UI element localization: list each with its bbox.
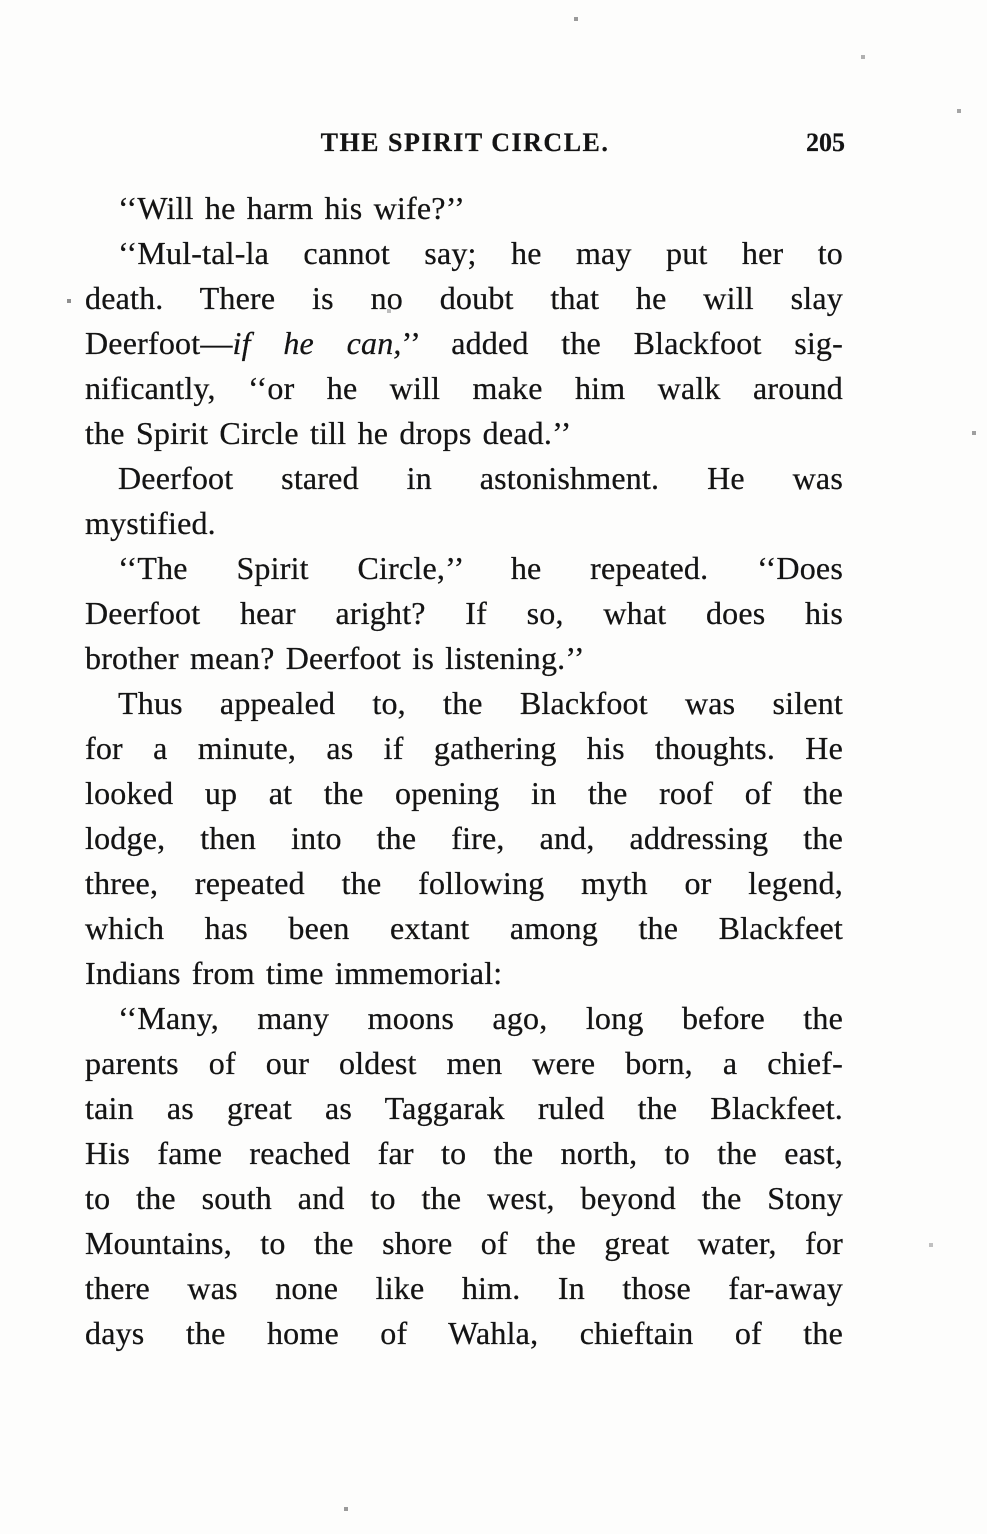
text-line: the Spirit Circle till he drops dead.’’ [85,415,572,451]
text-line: ‘‘The Spirit Circle,’’ he repeated. ‘‘Does [118,550,843,586]
text-line: death. There is no doubt that he will slay [85,280,843,316]
scan-speckles [0,0,2,2]
page-header-title: THE SPIRIT CIRCLE. [320,128,610,157]
text-line: Indians from time immemorial: [85,955,503,991]
text-line: ‘‘Many, many moons ago, long before the [118,1000,843,1036]
text-line: Deerfoot stared in astonishment. He was [118,460,843,496]
text-segment: Deerfoot— [85,325,233,361]
text-segment: ’’ added the Blackfoot sig- [401,325,843,361]
text-line: days the home of Wahla, chieftain of the [85,1315,843,1351]
text-line: mystified. [85,505,216,541]
text-line: ‘‘Mul-tal-la cannot say; he may put her to [118,235,843,271]
text-column [85,186,843,1356]
text-line: to the south and to the west, beyond the Stony [85,1180,843,1216]
text-line: ‘‘Will he harm his wife?’’ [118,190,466,226]
text-line: which has been extant among the Blackfeet [85,910,843,946]
text-line: brother mean? Deerfoot is listening.’’ [85,640,585,676]
text-line: His fame reached far to the north, to the east, [85,1135,843,1171]
running-head [85,126,845,160]
text-line: three, repeated the following myth or legend, [85,865,843,901]
text-line: Thus appealed to, the Blackfoot was silent [118,685,843,721]
text-line: nificantly, ‘‘or he will make him walk around [85,370,843,406]
text-segment-italic: if he can, [232,325,402,361]
text-line: Deerfoot hear aright? If so, what does his [85,595,843,631]
page-number: 205 [806,128,845,157]
text-line: looked up at the opening in the roof of the [85,775,843,811]
text-line: there was none like him. In those far-away [85,1270,843,1306]
text-line: parents of our oldest men were born, a chief- [85,1045,843,1081]
text-line: Mountains, to the shore of the great water, for [85,1225,843,1261]
text-line: lodge, then into the fire, and, addressing the [85,820,843,856]
text-line: tain as great as Taggarak ruled the Blackfeet. [85,1090,843,1126]
text-line: for a minute, as if gathering his thoughts. He [85,730,843,766]
text-line [85,321,843,366]
